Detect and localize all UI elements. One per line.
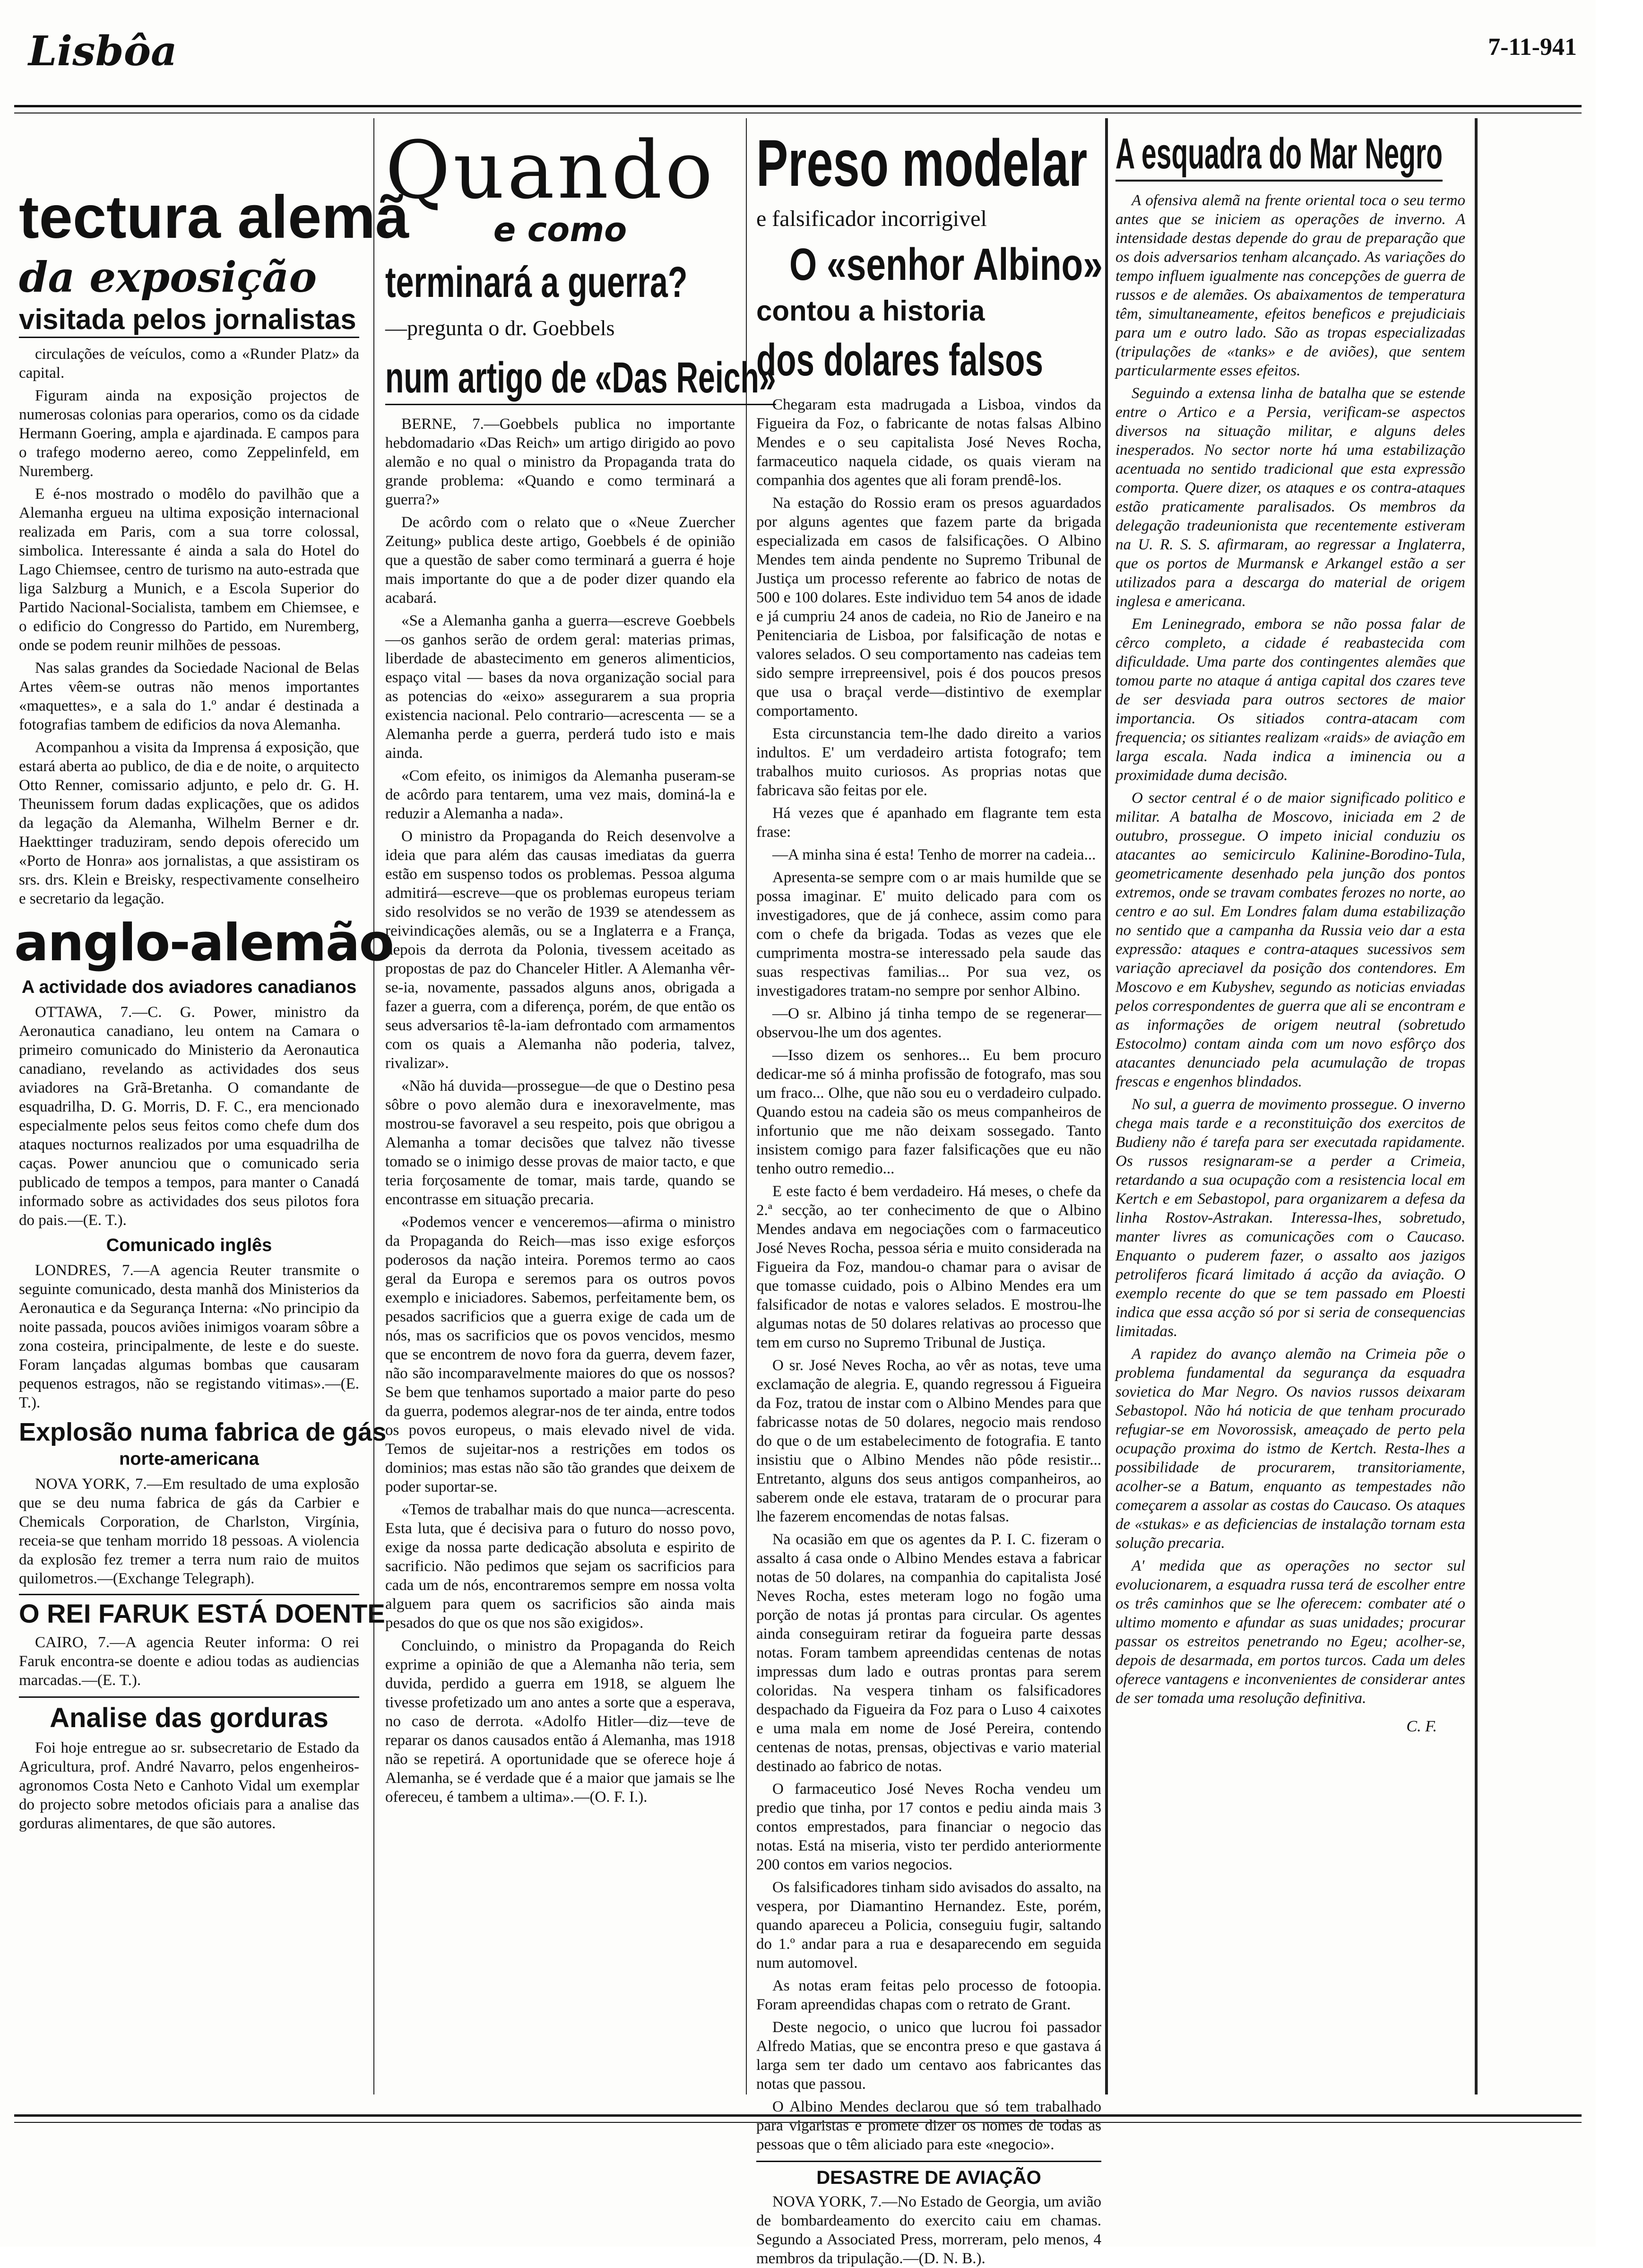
anglo-subheadline: A actividade dos aviadores canadianos: [21, 977, 357, 997]
anglo-paragraph: OTTAWA, 7.—C. G. Power, ministro da Aeronautica canadiano, leu ontem na Camara o primeiro comunicado do Ministerio da Aeronautica canadiano, revelando as actividades dos seus aviadores na Grã-Bretanha. O comandante de esquadrilha, D. G. Morris, D. F. C., era mencionado especialmente pelos seus feitos como chefe dum dos ataques nocturnos realizados por uma esquadrilha de caças. Power anunciou que o comunicado seria publicado de tempos a tempos, para manter o Canadá informado sobre as actividades dos seus pilotos fora do pais.—(E. T.).: [19, 1004, 359, 1229]
preso-headline-2: O «senhor Albino»: [789, 239, 1103, 290]
explosao-subheadline: norte-americana: [119, 1449, 259, 1469]
preso-headline: Preso modelar: [756, 126, 1088, 200]
preso-paragraph: E este facto é bem verdadeiro. Há meses, o chefe da 2.ª secção, ao ter conhecimento de que o Albino Mendes andava em negociações com o farmaceutico José Neves Rocha, pessoa séria e muito considerada na Figueira da Foz, mandou-o chamar para o avisar de que tomasse cuidado, pois o Albino Mendes era um falsificador de notas e valores selados. E mostrou-lhe algumas notas de 50 dolares relativas ao processo que tem em curso no Supremo Tribunal de Justiça.: [756, 1183, 1101, 1351]
preso-paragraph: —Isso dizem os senhores... Eu bem procuro dedicar-me só á minha profissão de fotografo, mas sou um fraco... Olhe, que não sou eu o verdadeiro culpado. Quando estou na cadeia são os meus companheiros de infortunio que me não deixam sossegado. Tanto insistem comigo para fazer falsificações que eu não tenho outro remedio...: [756, 1047, 1101, 1177]
column-architecture: [14, 128, 409, 2104]
mar-negro-paragraph: O sector central é o de maior significado politico e militar. A batalha de Moscovo, iniciada em 2 de outubro, prossegue. O impeto inicial conduziu os atacantes ao semicirculo Kalinine-Borodino-Tula, geometricamente desenhado pela junção dos pontos extremos, onde se travam combates ferozes no norte, ao centro e ao sul. Em Londres falam duma estabilização no sentido que a campanha da Russia veio dar a esta expressão: ataques e contra-ataques sucessivos sem variação apreciavel da posição dos contendores. Em Moscovo e em Kubyshev, segundo as noticias enviadas pelos correspondentes de guerra que ali se encontram e as informações de origem neutral (sobretudo Estocolmo) contam ainda com um novo esfôrço dos atacantes denunciado pela acumulação de tropas frescas e engenhos blindados.: [1116, 790, 1465, 1090]
architecture-paragraph: Figuram ainda na exposição projectos de numerosas colonias para operarios, como os da cidade Hermann Goering, ampla e ajardinada. E campos para o trafego moderno aereo, como Zeppelinfeld, em Nuremberg.: [19, 387, 359, 480]
preso-deck: e falsificador incorrigivel: [756, 206, 987, 231]
preso-paragraph: —A minha sina é esta! Tenho de morrer na cadeia...: [772, 846, 1096, 863]
preso-paragraph: O Albino Mendes declarou que só tem trabalhado para vigaristas e promete dizer os nomes de todas as pessoas que o têm aliciado para este «negocio».: [756, 2098, 1101, 2153]
column-divider-2: [746, 118, 747, 2094]
mar-negro-paragraph: A ofensiva alemã na frente oriental toca o seu termo antes que se iniciem as operações de inverno. A intensidade destas depende do grau de preparação que os dois adversarios tenham alcançado. As variações do tempo influem igualmente nas concepções de guerra de russos e de alemães. Os abaixamentos de temperatura têm, simultaneamente, efeitos beneficos e prejudiciais para um e outro lado. São as tropas especializadas (tripulações de «tanks» e de aviões), que sentem particularmente esses efeitos.: [1116, 192, 1465, 379]
goebbels-paragraph: «Temos de trabalhar mais do que nunca—acrescenta. Esta luta, que é decisiva para o futuro do nosso povo, exige da nossa parte dedicação absoluta e espirito de sacrificio. Não pedimos que sejam os sacrificios para cada um de nós, encontraremos sempre em nossa volta alguem para quem os sacrificios são ainda mais pesados do que os que nos são exigidos».: [385, 1501, 735, 1632]
goebbels-paragraph: «Se a Alemanha ganha a guerra—escreve Goebbels—os ganhos serão de ordem geral: materias primas, liberdade de abastecimento em generos alimenticios, espaço vital — bases da nova organização social para as potencias do «eixo» assegurarem a sua propria existencia nacional. Pelo contrario—acrescenta — se a Alemanha perde a guerra, perderá tudo isto e mais ainda.: [385, 612, 735, 762]
goebbels-deck: —pregunta o dr. Goebbels: [385, 316, 615, 340]
goebbels-paragraph: De acôrdo com o relato que o «Neue Zuercher Zeitung» publica deste artigo, Goebbels é de opinião que a questão de saber como terminará a guerra é hoje mais importante do que a de poder dizer quando ela acabará.: [385, 514, 735, 607]
gorduras-paragraph: Foi hoje entregue ao sr. subsecretario de Estado da Agricultura, prof. André Navarro, pelos engenheiros-agronomos Costa Neto e Canhoto Vidal um exemplar do projecto sobre metodos oficiais para a analise das gorduras alimentares, de que são autores.: [19, 1739, 359, 1832]
preso-paragraph: Deste negocio, o unico que lucrou foi passador Alfredo Matias, que se encontra preso e que gastava á larga sem ter dado um centavo aos fabricantes das notas que passou.: [756, 2019, 1101, 2093]
goebbels-paragraph: Concluindo, o ministro da Propaganda do Reich exprime a opinião de que a Alemanha não teria, sem duvida, perdido a guerra em 1918, se alguem lhe tivesse profetizado um ano antes a sorte que a esperava, no caso de derrota. «Adolfo Hitler—diz—teve de reparar os danos causados então á Alemanha, mas 1918 não se repetirá. A oportunidade que se oferece hoje á Alemanha, se é verdade que é a maior que jamais se lhe ofereceu, é tambem a ultima».—(O. F. I.).: [385, 1637, 735, 1806]
mar-negro-headline: A esquadra do Mar Negro: [1116, 128, 1443, 182]
goebbels-headline-3: terminará a guerra?: [385, 258, 688, 306]
mar-negro-signature: C. F.: [1406, 1718, 1437, 1735]
bottom-rule-thin: [14, 2122, 1582, 2123]
masthead-city: Lisbôa: [28, 27, 177, 75]
anglo-headline: anglo-alemão: [14, 913, 393, 973]
column-preso-modelar: [756, 126, 1103, 2267]
desastre-headline: DESASTRE DE AVIAÇÃO: [756, 2161, 1101, 2190]
preso-paragraph: As notas eram feitas pelo processo de fotoopia. Foram apreendidas chapas com o retrato de Grant.: [756, 1977, 1101, 2013]
mar-negro-paragraph: A rapidez do avanço alemão na Crimeia põe o problema fundamental da segurança da esquadra sovietica do Mar Negro. Os navios russos deixaram Sebastopol. Não há noticia de que tenham procurado refugiar-se em Novorossisk, ameaçado de perto pela ocupação proxima do istmo de Kertch. Resta-lhes a possibilidade de procurarem, transitoriamente, acolher-se a Batum, enquanto as tempestades não começarem a assolar as costas do Caucaso. Os ataques de «stukas» e as deficiencias de instalação tornam esta solução precaria.: [1116, 1346, 1465, 1552]
mar-negro-paragraph: A' medida que as operações no sector sul evolucionarem, a esquadra russa terá de escolher entre os três caminhos que se lhe oferecem: combater até o ultimo momento e afundar as suas unidades; procurar passar os estreitos penetrando no Egeu; acolher-se, depois de desarmada, em portos turcos. Cada um deles oferece vantagens e inconvenientes de considerar antes de ser tomada uma resolução definitiva.: [1116, 1557, 1465, 1707]
mar-negro-paragraph: Em Leninegrado, embora se não possa falar de cêrco completo, a cidade é reabastecida com dificuldade. Uma parte dos contingentes alemães que tomou parte no ataque á antiga capital dos czares teve de ser desviada para outros sectores de maior importancia. Os sitiados contra-atacam com frequencia; os sitiantes realizam «raids» de aviação em larga escala. Nada indica a iminencia ou a proximidade duma decisão.: [1116, 616, 1465, 784]
architecture-headline: tectura alemã: [19, 183, 409, 251]
mar-negro-paragraph: Seguindo a extensa linha de batalha que se estende entre o Artico e a Persia, verificam-se aspectos diversos na situação militar, e alguns deles inesperados. No sector norte há uma estabilização acentuada no sentido tradicional que esta expressão comporta. Quere dizer, os ataques e os contra-ataques estão praticamente paralisados. Os membros da delegação tradeunionista que recentemente estiveram na U. R. S. S. afirmaram, ao regressar a Inglaterra, que os portos de Murmansk e Arkangel estão a ser utilizados para a descarga do material de origem inglesa e americana.: [1116, 385, 1465, 610]
architecture-paragraph: Nas salas grandes da Sociedade Nacional de Belas Artes vêem-se outras não menos importantes «maquettes», e a sala do 1.º andar é destinada a fotografias tambem de edificios da nova Alemanha.: [19, 660, 359, 733]
preso-deck-2: contou a historia: [756, 295, 985, 327]
preso-paragraph: —O sr. Albino já tinha tempo de se regenerar—observou-lhe um dos agentes.: [756, 1005, 1101, 1041]
preso-paragraph: O sr. José Neves Rocha, ao vêr as notas, teve uma exclamação de alegria. E, quando regressou á Figueira da Foz, tratou de instar com o Albino Mendes para que fabricasse notas de 50 dolares, negocio mais rendoso do que o de um estabelecimento de fotografia. E tanto insistiu que o Albino Mendes não pôde resistir... Entretanto, alguns dos seus antigos companheiros, ao saberem onde ele estava, trataram de o procurar para lhe fazerem encomendas de notas falsas.: [756, 1357, 1101, 1525]
goebbels-paragraph: O ministro da Propaganda do Reich desenvolve a ideia que para além das causas imediatas da guerra estão em suspenso todos os problemas. Pessoa alguma admitirá—escreve—que os problemas europeus teriam sido resolvidos se no verão de 1939 se atendessem as reivindicações alemãs, ou se a Inglaterra e a França, depois da derrota da Polonia, tivessem aceitado as propostas de paz do Chanceler Hitler. A Alemanha vêr-se-ia, novamente, passados alguns anos, obrigada a fazer a guerra, com a diferença, porém, de que então os seus adversarios tê-la-iam defrontado com armamentos com os quais a Alemanha não poderia, talvez, rivalizar».: [385, 828, 735, 1072]
goebbels-deck-2: num artigo de «Das Reich»: [385, 352, 776, 405]
goebbels-paragraph: «Não há duvida—prossegue—de que o Destino pesa sôbre o povo alemão dura e inexoravelmente, mas mostrou-se favoravel a seu respeito, pois que obrigou a Alemanha a tomar decisões que talvez não tivesse tomado se o inimigo desse provas de maior tacto, e que teria forçosamente de tomar, mais tarde, quando se encontrasse em situação precaria.: [385, 1078, 735, 1208]
preso-paragraph: Na ocasião em que os agentes da P. I. C. fizeram o assalto á casa onde o Albino Mendes estava a fabricar notas de 50 dolares, na companhia do capitalista José Neves Rocha, estes meteram logo no fogão uma porção de notas já prontas para circular. Os agentes ainda conseguiram retirar da fogueira parte dessas notas. Foram tambem apreendidas centenas de notas impressas dum lado e outras prontas para serem coloridas. Na vespera tinham os falsificadores despachado da Figueira da Foz para o Luso 4 caixotes e uma mala em nome de José Pereira, contendo centenas de notas, prensas, objectivas e vario material destinado ao fabrico de notas.: [756, 1531, 1101, 1775]
architecture-paragraph: Acompanhou a visita da Imprensa á exposição, que estará aberta ao publico, de dia e de noite, o arquitecto Otto Renner, comissario adjunto, e pelo dr. G. H. Theunissem forum dadas explicações, que os adidos da legação da Alemanha, Wilhelm Berner e dr. Haekttinger traduziram, sendo depois oferecido um «Porto de Honra» aos jornalistas, a que assistiram os srs. drs. Klein e Breisky, respectivamente conselheiro e secretario da legação.: [19, 739, 359, 907]
goebbels-paragraph: «Podemos vencer e venceremos—afirma o ministro da Propaganda do Reich—mas isso exige esforços poderosos da nação inteira. Poremos termo ao caos geral da Europa e seremos para os outros povos exemplo e iniciadores. Sabemos, perfeitamente bem, os pesados sacrificios que a guerra exige de cada um de nós, mas os sacrificios que os povos vencidos, mesmo que se encontrem de novo fora da guerra, devem fazer, não são incomparavelmente maiores do que os nossos? Se bem que tenhamos suportado a maior parte do peso da guerra, podemos alegrar-nos de ter ainda, entre todos os povos europeus, o mais elevado nivel de vida. Temos de sujeitar-nos a restrições em todos os dominios; mas estas não são tão grandes que deixem de poder suportar-se.: [385, 1214, 735, 1495]
architecture-paragraph: circulações de veículos, como a «Runder Platz» da capital.: [19, 346, 359, 382]
gorduras-headline: Analise das gorduras: [19, 1696, 359, 1735]
preso-headline-3: dos dolares falsos: [756, 335, 1043, 385]
column-goebbels: [385, 124, 776, 2104]
preso-paragraph: Apresenta-se sempre com o ar mais humilde que se possa imaginar. E' muito delicado para com os investigadores, que de já conhece, assim como para com o chefe da brigada. Todas as vezes que ele cumprimenta mostra-se interessado pela saude das suas respectivas familias... Por sua vez, os investigadores tratam-no sempre por senhor Albino.: [756, 869, 1101, 999]
faruk-headline: O REI FARUK ESTÁ DOENTE: [19, 1594, 359, 1629]
mar-negro-paragraph: No sul, a guerra de movimento prossegue. O inverno chega mais tarde e a reconstituição dos exercitos de Budieny não é tarefa para ser executada rapidamente. Os russos resignaram-se a perder a Crimeia, retardando a sua ocupação com a resistencia local em Kertch e em Sebastopol, para organizarem a defesa da linha Rostov-Astrakan. Interessa-lhes, sobretudo, manter livres as comunicações com o Caucaso. Enquanto o puderem fazer, o assalto aos jazigos petroliferos ficará limitado á acção da aviação. O exemplo recente do que se tem passado em Ploesti indica que essa acção só por si seria de consequencias limitadas.: [1116, 1096, 1465, 1340]
preso-paragraph: Os falsificadores tinham sido avisados do assalto, na vespera, por Diamantino Hernandez. Este, porém, quando apareceu a Policia, conseguiu fugir, saltando do 1.º andar para a rua e desaparecendo em seguida num automovel.: [756, 1879, 1101, 1972]
goebbels-paragraph: BERNE, 7.—Goebbels publica no importante hebdomadario «Das Reich» um artigo dirigido ao povo alemão e no qual o ministro da Propaganda trata do grande problema: «Quando e como terminará a guerra?»: [385, 416, 735, 508]
explosao-paragraph: NOVA YORK, 7.—Em resultado de uma explosão que se deu numa fabrica de gás da Carbier e Chemicals Corporation, de Charlston, Virgínia, receia-se que tenham morrido 18 pessoas. A violencia da explosão fez tremer a terra num raio de muitos quilometros.—(Exchange Telegraph).: [19, 1476, 359, 1587]
architecture-subheadline: da exposição: [19, 252, 317, 302]
architecture-deck: visitada pelos jornalistas: [19, 303, 359, 338]
preso-paragraph: Chegaram esta madrugada a Lisboa, vindos da Figueira da Foz, o fabricante de notas falsas Albino Mendes e o seu capitalista José Neves Rocha, farmaceutico naquela cidade, os quais vieram na companhia dos agentes que ali foram prendê-los.: [756, 396, 1101, 489]
right-border: [1475, 118, 1478, 2094]
bottom-rule: [14, 2114, 1582, 2117]
explosao-headline: Explosão numa fabrica de gás: [19, 1418, 387, 1446]
desastre-paragraph: NOVA YORK, 7.—No Estado de Georgia, um avião de bombardeamento do exercito caiu em chamas. Segundo a Associated Press, morreram, pelo menos, 4 membros da tripulação.—(D. N. B.).: [756, 2193, 1101, 2267]
top-rule: [14, 105, 1582, 107]
ingles-headline: Comunicado inglês: [106, 1235, 272, 1255]
goebbels-headline: Quando: [385, 124, 716, 217]
column-divider-3: [1105, 118, 1108, 2094]
masthead-date: 7-11-941: [1488, 34, 1577, 61]
column-divider-1: [373, 118, 374, 2094]
ingles-paragraph: LONDRES, 7.—A agencia Reuter transmite o seguinte comunicado, desta manhã dos Ministerios da Aeronautica e da Segurança Interna: «No principio da noite passada, poucos aviões inimigos voaram sôbre a zona costeira, principalmente, de leste e do sueste. Foram lançadas algumas bombas que causaram pequenos estragos, não se registando vitimas».—(E. T.).: [19, 1262, 359, 1411]
architecture-paragraph: E é-nos mostrado o modêlo do pavilhão que a Alemanha ergueu na ultima exposição internacional realizada em Paris, com a sua torre colossal, simbolica. Interessante é ainda a sala do Hotel do Lago Chiemsee, centro de turismo na auto-estrada que liga Salzburg a Munich, e a Escola Superior do Partido Nacional-Socialista, tambem em Chiemsee, e o edificio do Congresso do Partido, em Nuremberg, onde se podem reunir milhões de pessoas.: [19, 486, 359, 654]
preso-paragraph: O farmaceutico José Neves Rocha vendeu um predio que tinha, por 17 contos e pediu ainda mais 3 contos emprestados, para financiar o negocio das notas. Está na miseria, visto ter perdido anteriormente 200 contos em varios negocios.: [756, 1781, 1101, 1873]
preso-paragraph: Há vezes que é apanhado em flagrante tem esta frase:: [756, 805, 1101, 841]
preso-paragraph: Na estação do Rossio eram os presos aguardados por alguns agentes que fazem parte da brigada especializada em casos de falsificações. O Albino Mendes tem ainda pendente no Supremo Tribunal de Justiça um processo referente ao fabrico de notas de 500 e 100 dolares. Este individuo tem 54 anos de idade e já cumpriu 24 anos de cadeia, no Rio de Janeiro e na Penitenciaria de Lisboa, por falsificação de notas e valores selados. O seu comportamento nas cadeias tem sido sempre irrepreensivel, pois é dos poucos presos que usa o braçal verde—distintivo de exemplar comportamento.: [756, 495, 1101, 720]
goebbels-headline-2: e como: [493, 210, 627, 249]
faruk-paragraph: CAIRO, 7.—A agencia Reuter informa: O rei Faruk encontra-se doente e adiou todas as audiencias marcadas.—(E. T.).: [19, 1634, 359, 1689]
goebbels-paragraph: «Com efeito, os inimigos da Alemanha puseram-se de acôrdo para tentarem, uma vez mais, dominá-la e reduzir a Alemanha a nada».: [385, 767, 735, 822]
preso-paragraph: Esta circunstancia tem-lhe dado direito a varios indultos. E' um verdadeiro artista fotografo; tem trabalhos muito curiosos. As proprias notas que fabricava são feitas por ele.: [756, 725, 1101, 799]
column-mar-negro: [1116, 128, 1465, 2104]
